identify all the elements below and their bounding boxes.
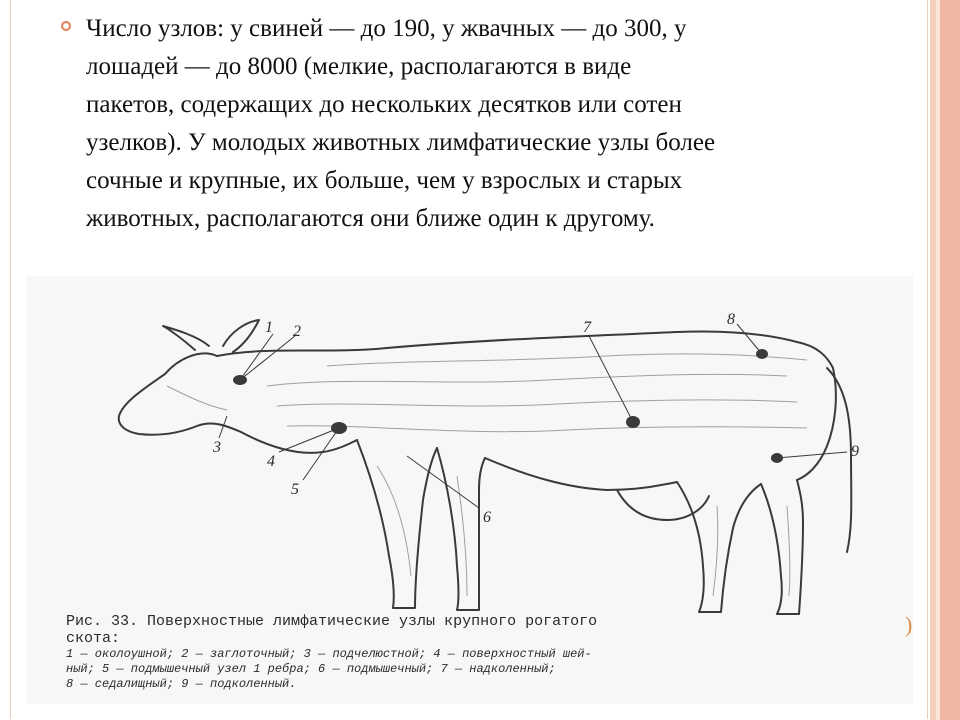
cow-hind-leg-outline [677, 482, 761, 612]
figure-label-2: 2 [293, 323, 301, 340]
paragraph-line: пакетов, содержащих до нескольких десятков или сотен [86, 91, 682, 118]
paragraph-line: сочные и крупные, их больше, чем у взрослых и старых [86, 167, 683, 194]
paragraph [86, 10, 906, 238]
figure-caption [66, 613, 886, 692]
caption-title-line: Рис. 33. Поверхностные лимфатические узлы крупного рогатого [66, 613, 598, 630]
caption-legend-line: 8 — седалищный; 9 — подколенный. [66, 677, 297, 691]
figure-label-6: 6 [483, 509, 491, 526]
leader-lines [219, 324, 847, 508]
cow-ear-outline [223, 320, 259, 352]
paragraph-line: лошадей — до 8000 (мелкие, располагаются в виде [86, 53, 632, 80]
caption-legend-line: ный; 5 — подмышечный узел 1 ребра; 6 — подмышечный; 7 — надколенный; [66, 662, 556, 676]
cow-belly-outline [485, 458, 677, 490]
cow-udder-outline [617, 490, 709, 520]
figure-label-4: 4 [267, 453, 275, 470]
cow-tail-outline [827, 368, 851, 552]
paragraph-line: узелков). У молодых животных лимфатические узлы более [86, 129, 716, 156]
paragraph-line: животных, располагаются они ближе один к другому. [86, 205, 655, 232]
cow-ear-outline [163, 326, 209, 350]
cow-hind-leg-outline [761, 480, 803, 614]
paragraph-line: Число узлов: у свиней — до 190, у жвачных — до 300, у [86, 15, 687, 42]
circle-bullet-icon [60, 20, 72, 32]
cow-front-leg-outline [437, 448, 485, 610]
caption-legend-line: 1 — околоушной; 2 — заглоточный; 3 — подчелюстной; 4 — поверхностный шей- [66, 647, 592, 661]
cow-chest-outline [241, 432, 357, 453]
figure-label-3: 3 [213, 439, 221, 456]
figure-label-1: 1 [265, 319, 273, 336]
figure-label-8: 8 [727, 311, 735, 328]
shading-strokes [167, 354, 807, 596]
decorative-arc-icon: ) [905, 612, 913, 637]
figure-label-9: 9 [851, 443, 859, 460]
figure-label-7: 7 [583, 319, 591, 336]
figure-label-5: 5 [291, 481, 299, 498]
cow-front-leg-outline [357, 440, 437, 608]
caption-title-line: скота: [66, 630, 121, 647]
decorative-stripe [940, 0, 960, 720]
cow-head-outline [119, 353, 241, 434]
